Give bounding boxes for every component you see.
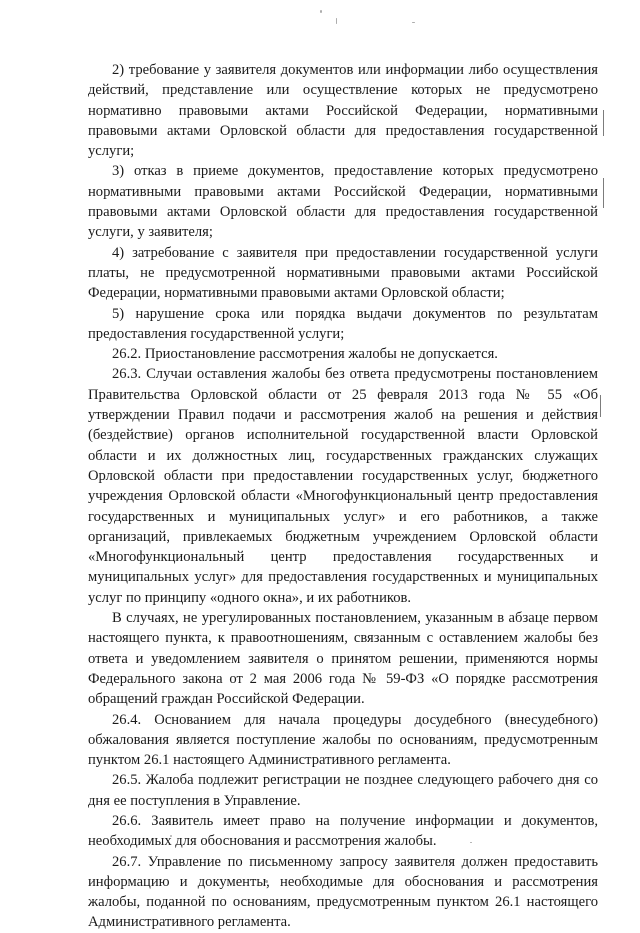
paragraph-26-3: 26.3. Случаи оставления жалобы без ответа предусмотрены постановлением Правительства Орловской области от 25 февраля 2013 года № 55 «Об утверждении Правил подачи и рассмотрения жалоб на решения и действия (бездействие) органов исполнительной государственной власти Орловской области и их должностных лиц, государственных гражданских служащих Орловской области при предоставлении государственных услуг, бюджетного учреждения Орловской области «Многофункциональный центр предоставления государственных и муниципальных услуг» и его работников, а также организаций, привлекаемых бюджетным учреждением Орловской области «Многофункциональный центр предоставления государственных и муниципальных услуг» для предоставления государственных и муниципальных услуг по принципу «одного окна», и их работников. [88, 366, 598, 606]
paragraph-26-5: 26.5. Жалоба подлежит регистрации не позднее следующего рабочего дня со дня ее поступления в Управление. [88, 772, 598, 809]
document-body [88, 60, 598, 933]
paragraph-26-7: 26.7. Управление по письменному запросу заявителя должен предоставить информацию и документы, необходимые для обоснования и рассмотрения жалобы, поданной по основаниям, предусмотренным пунктом 26.1 настоящего Административного регламента. [88, 853, 598, 931]
paragraph-item-3: 3) отказ в приеме документов, предоставление которых предусмотрено нормативными правовыми актами Российской Федерации, нормативными правовыми актами Орловской области для предоставления государственной услуги, у заявителя; [88, 163, 598, 241]
paragraph-26-4: 26.4. Основанием для начала процедуры досудебного (внесудебного) обжалования является поступление жалобы по основаниям, предусмотренным пунктом 26.1 настоящего Административного регламента. [88, 711, 598, 769]
scan-speck [412, 22, 415, 23]
scan-speck [336, 18, 337, 24]
scan-margin-line [603, 178, 604, 208]
paragraph-26-3-cont: В случаях, не урегулированных постановлением, указанным в абзаце первом настоящего пункта, к правоотношениям, связанным с оставлением жалобы без ответа и уведомлением заявителя о принятом решении, применяются нормы Федерального закона от 2 мая 2006 года № 59-ФЗ «О порядке рассмотрения обращений граждан Российской Федерации. [88, 610, 598, 708]
scan-margin-line [603, 110, 604, 136]
paragraph-26-6: 26.6. Заявитель имеет право на получение информации и документов, необходимых для обоснования и рассмотрения жалобы. [88, 812, 598, 850]
paragraph-item-2: 2) требование у заявителя документов или информации либо осуществления действий, представление или осуществление которых не предусмотрено нормативно правовыми актами Российской Федерации, нормативными правовыми актами Орловской области для предоставления государственной услуги; [88, 62, 598, 160]
paragraph-item-5: 5) нарушение срока или порядка выдачи документов по результатам предоставления государственной услуги; [88, 305, 598, 342]
scan-speck [320, 10, 322, 13]
paragraph-26-2: 26.2. Приостановление рассмотрения жалобы не допускается. [112, 346, 498, 363]
paragraph-item-4: 4) затребование с заявителя при предоставлении государственной услуги платы, не предусмотренной нормативными правовыми актами Российской Федерации, нормативными правовыми актами Орловской области; [88, 244, 598, 302]
scan-margin-line [600, 395, 601, 417]
